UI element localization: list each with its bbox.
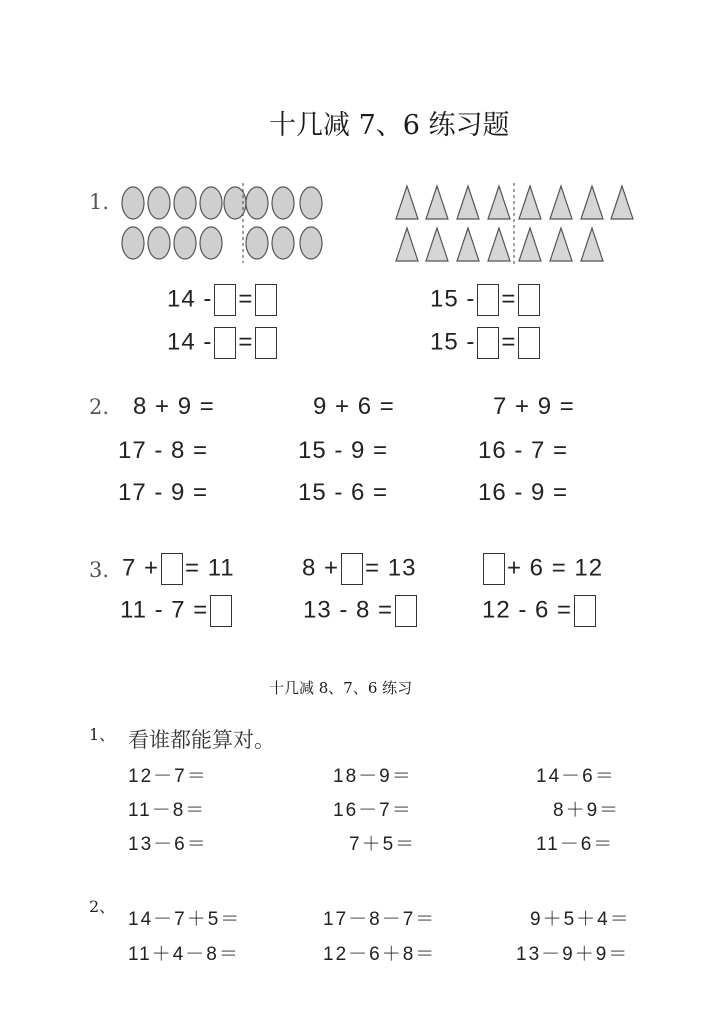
equation: 18－9＝	[333, 766, 413, 787]
oval	[122, 227, 144, 259]
equals-sign: =	[238, 285, 254, 313]
equation-row	[303, 595, 419, 627]
oval	[246, 187, 268, 219]
oval	[174, 187, 196, 219]
equation: 11－8＝	[128, 800, 207, 821]
oval	[148, 227, 170, 259]
triangle	[581, 228, 603, 261]
section-1-number: 1.	[89, 190, 110, 214]
equals-sign: =	[501, 328, 517, 356]
oval	[272, 187, 294, 219]
triangle	[488, 186, 510, 219]
triangle	[581, 186, 603, 219]
triangle	[457, 228, 479, 261]
answer-box[interactable]	[483, 553, 505, 585]
answer-box[interactable]	[518, 284, 540, 316]
equation: 15 - 6 =	[298, 479, 389, 506]
triangle	[457, 186, 479, 219]
expression-text: 13 - 8 =	[303, 596, 394, 624]
equation: 16－7＝	[333, 800, 413, 821]
page-subtitle: 十几减 8、7、6 练习	[269, 679, 413, 697]
answer-box[interactable]	[214, 327, 236, 359]
triangle	[550, 186, 572, 219]
answer-box[interactable]	[255, 327, 277, 359]
equation: 15 - 9 =	[298, 437, 389, 464]
section-2-number: 2.	[89, 395, 110, 419]
answer-box[interactable]	[255, 284, 277, 316]
triangle	[611, 186, 633, 219]
equation: 7 + 9 =	[493, 393, 575, 420]
oval	[200, 227, 222, 259]
oval	[300, 227, 322, 259]
equation: 16 - 9 =	[478, 479, 569, 506]
answer-box[interactable]	[395, 595, 417, 627]
equation: 17－8－7＝	[323, 909, 437, 930]
expression-text: 15 -	[430, 328, 476, 356]
oval	[200, 187, 222, 219]
oval	[174, 227, 196, 259]
equals-sign: =	[501, 285, 517, 313]
equation: 14－6＝	[536, 766, 616, 787]
triangle	[488, 228, 510, 261]
equation-row	[302, 553, 416, 585]
answer-box[interactable]	[477, 284, 499, 316]
equation-row	[482, 595, 598, 627]
instruction-text: 看谁都能算对。	[128, 728, 275, 752]
answer-box[interactable]	[214, 284, 236, 316]
equation: 8＋9＝	[553, 800, 621, 821]
page-title: 十几减 7、6 练习题	[269, 110, 510, 141]
expression-text: 15 -	[430, 285, 476, 313]
equation-row	[481, 553, 603, 585]
equation-row	[430, 284, 542, 316]
equation: 11－6＝	[536, 834, 615, 855]
expression-text: 14 -	[167, 328, 213, 356]
equation: 12－6＋8＝	[323, 944, 437, 965]
expression-text: + 6 = 12	[507, 554, 604, 582]
expression-text: 14 -	[167, 285, 213, 313]
equation: 13－9＋9＝	[516, 944, 630, 965]
answer-box[interactable]	[210, 595, 232, 627]
equation: 14－7＋5＝	[128, 909, 242, 930]
answer-box[interactable]	[341, 553, 363, 585]
equation: 11＋4－8＝	[128, 944, 240, 965]
expression-text: 12 - 6 =	[482, 596, 573, 624]
equation: 12－7＝	[128, 766, 208, 787]
part2-section-2-number: 2、	[89, 897, 116, 916]
section-3-number: 3.	[89, 558, 110, 582]
equation-row	[120, 595, 234, 627]
triangle	[396, 228, 418, 261]
triangles-figure	[393, 183, 638, 265]
part2-section-1-number: 1、	[89, 725, 116, 744]
triangle	[426, 186, 448, 219]
equation-row	[430, 327, 542, 359]
oval	[272, 227, 294, 259]
oval	[148, 187, 170, 219]
equation: 17 - 8 =	[118, 437, 209, 464]
equation: 8 + 9 =	[133, 393, 215, 420]
oval	[246, 227, 268, 259]
equation: 7＋5＝	[349, 834, 417, 855]
answer-box[interactable]	[161, 553, 183, 585]
expression-text: = 11	[185, 554, 235, 582]
ovals-figure	[115, 183, 335, 263]
equals-sign: =	[238, 328, 254, 356]
equation-row	[167, 284, 279, 316]
expression-text: 8 +	[302, 554, 340, 582]
oval	[122, 187, 144, 219]
oval	[300, 187, 322, 219]
equation: 16 - 7 =	[478, 437, 569, 464]
equation: 9＋5＋4＝	[530, 909, 631, 930]
answer-box[interactable]	[518, 327, 540, 359]
triangle	[396, 186, 418, 219]
equation: 9 + 6 =	[313, 393, 395, 420]
expression-text: 11 - 7 =	[120, 596, 209, 624]
triangle	[519, 228, 541, 261]
triangle	[426, 228, 448, 261]
answer-box[interactable]	[477, 327, 499, 359]
expression-text: = 13	[365, 554, 417, 582]
equation: 13－6＝	[128, 834, 208, 855]
triangle	[519, 186, 541, 219]
equation-row	[122, 553, 235, 585]
answer-box[interactable]	[574, 595, 596, 627]
triangle	[550, 228, 572, 261]
equation: 17 - 9 =	[118, 479, 209, 506]
expression-text: 7 +	[122, 554, 160, 582]
equation-row	[167, 327, 279, 359]
